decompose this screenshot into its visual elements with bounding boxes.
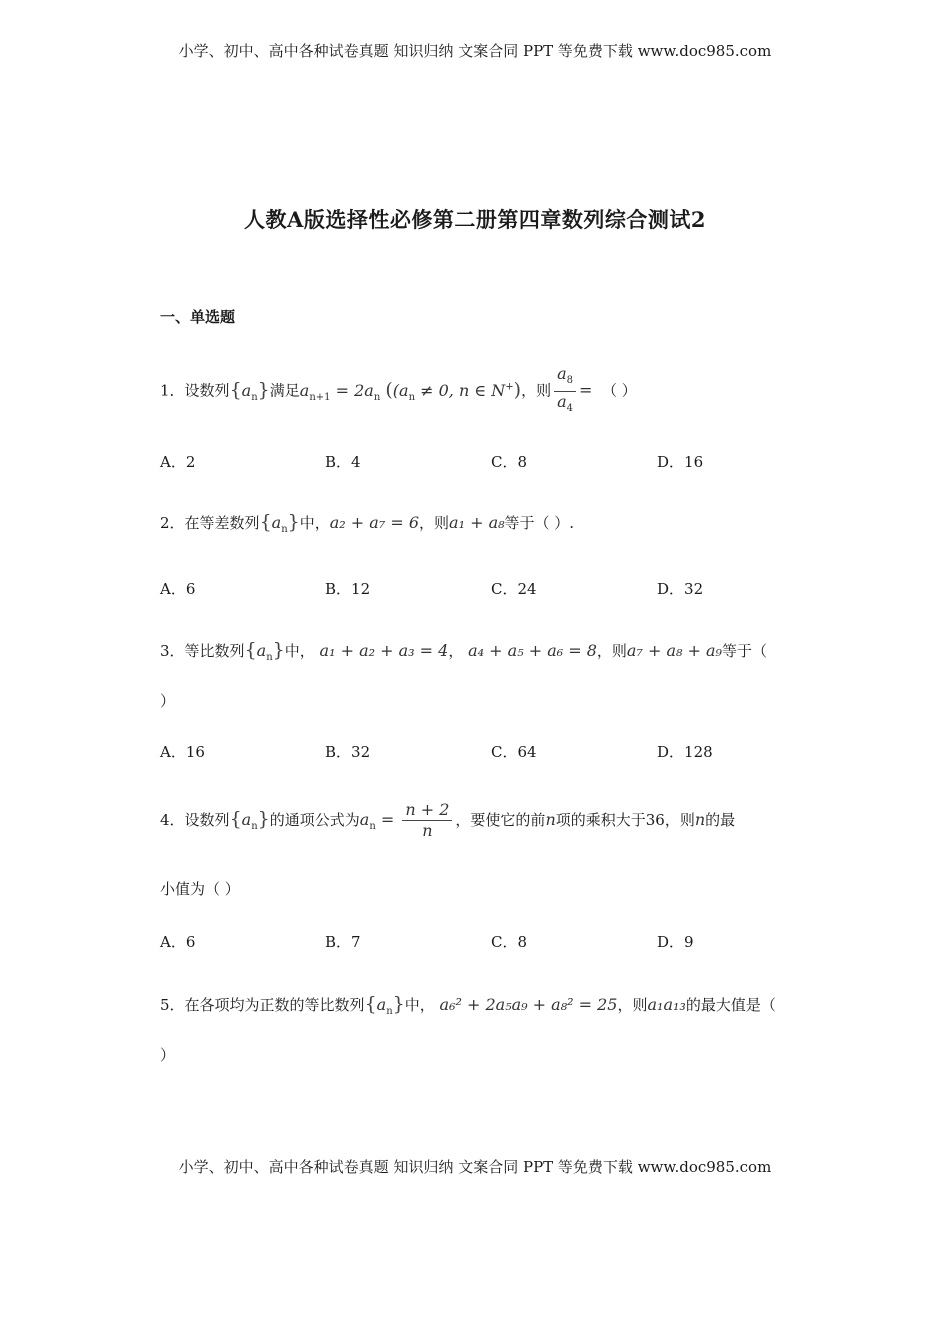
section-heading: 一、单选题	[160, 308, 236, 326]
question-number: 4．	[160, 811, 185, 829]
option-c: C．24	[491, 580, 537, 598]
option-b: B．32	[325, 743, 371, 761]
expression: a₇ + a₈ + a₉	[626, 641, 722, 660]
question-5-continued: ）	[160, 1046, 176, 1064]
option-c: C．8	[491, 933, 528, 951]
fraction: $\frac{a_8}{a_4}$	[554, 364, 576, 419]
option-b: B．7	[325, 933, 361, 951]
expression: a₁a₁₃	[647, 995, 686, 1014]
general-term-formula: $a_n$ = $\frac{n + 2}{n}$	[360, 810, 456, 829]
question-4: 4．设数列$\{a_n\}$的通项公式为$a_n$ = $\frac{n + 2}{n}$ ，要使它的前n项的乘积大于36，则n的最	[160, 800, 736, 840]
option-a: A．6	[160, 580, 196, 598]
option-d: D．32	[657, 580, 704, 598]
recurrence-formula: $a_{n+1} = 2a_n$ (($a_n \ne 0$, n ∈ N+)	[299, 378, 522, 403]
page-footer: 小学、初中、高中各种试卷真题 知识归纳 文案合同 PPT 等免费下载 www.doc985.com	[178, 1158, 772, 1176]
option-d: D．16	[657, 453, 704, 471]
option-a: A．2	[160, 453, 196, 471]
sequence-notation: $\{a_n\}$	[364, 993, 405, 1018]
sequence-notation: $\{a_n\}$	[229, 808, 270, 833]
page-header: 小学、初中、高中各种试卷真题 知识归纳 文案合同 PPT 等免费下载 www.doc985.com	[178, 42, 772, 60]
equation: a₁ + a₂ + a₃ = 4	[319, 641, 449, 660]
question-5: 5．在各项均为正数的等比数列$\{a_n\}$中， a₆² + 2a₅a₉ + a₈² = 25，则a₁a₁₃的最大值是（	[160, 993, 776, 1018]
option-b: B．4	[325, 453, 361, 471]
equation: a₂ + a₇ = 6	[329, 513, 420, 532]
option-c: C．8	[491, 453, 528, 471]
option-a: A．16	[160, 743, 205, 761]
equation: a₆² + 2a₅a₉ + a₈² = 25	[439, 995, 618, 1014]
document-title: 人教A版选择性必修第二册第四章数列综合测试2	[244, 207, 706, 232]
question-number: 3．	[160, 642, 185, 660]
question-1: 1．设数列$\{a_n\}$满足$a_{n+1} = 2a_n$ (($a_n \ne 0$, n ∈ N+)，则 $\frac{a_8}{a_4}$ = （ ）	[160, 364, 637, 419]
question-3-continued: ）	[160, 692, 176, 710]
option-d: D．128	[657, 743, 713, 761]
sequence-notation: $\{a_n\}$	[259, 511, 300, 536]
option-b: B．12	[325, 580, 371, 598]
question-number: 2．	[160, 514, 185, 532]
sequence-notation: $\{a_n\}$	[229, 378, 270, 403]
question-4-continued: 小值为（ ）	[160, 880, 240, 898]
question-3: 3．等比数列$\{a_n\}$中， a₁ + a₂ + a₃ = 4， a₄ + a₅ + a₆ = 8，则a₇ + a₈ + a₉等于（	[160, 639, 767, 664]
expression: a₁ + a₈	[449, 513, 505, 532]
option-a: A．6	[160, 933, 196, 951]
question-2: 2．在等差数列$\{a_n\}$中，a₂ + a₇ = 6，则a₁ + a₈等于（ ）.	[160, 511, 575, 536]
option-c: C．64	[491, 743, 537, 761]
option-d: D．9	[657, 933, 694, 951]
question-number: 5．	[160, 996, 185, 1014]
question-number: 1．	[160, 381, 185, 400]
equation: a₄ + a₅ + a₆ = 8	[468, 641, 597, 660]
sequence-notation: $\{a_n\}$	[244, 639, 285, 664]
